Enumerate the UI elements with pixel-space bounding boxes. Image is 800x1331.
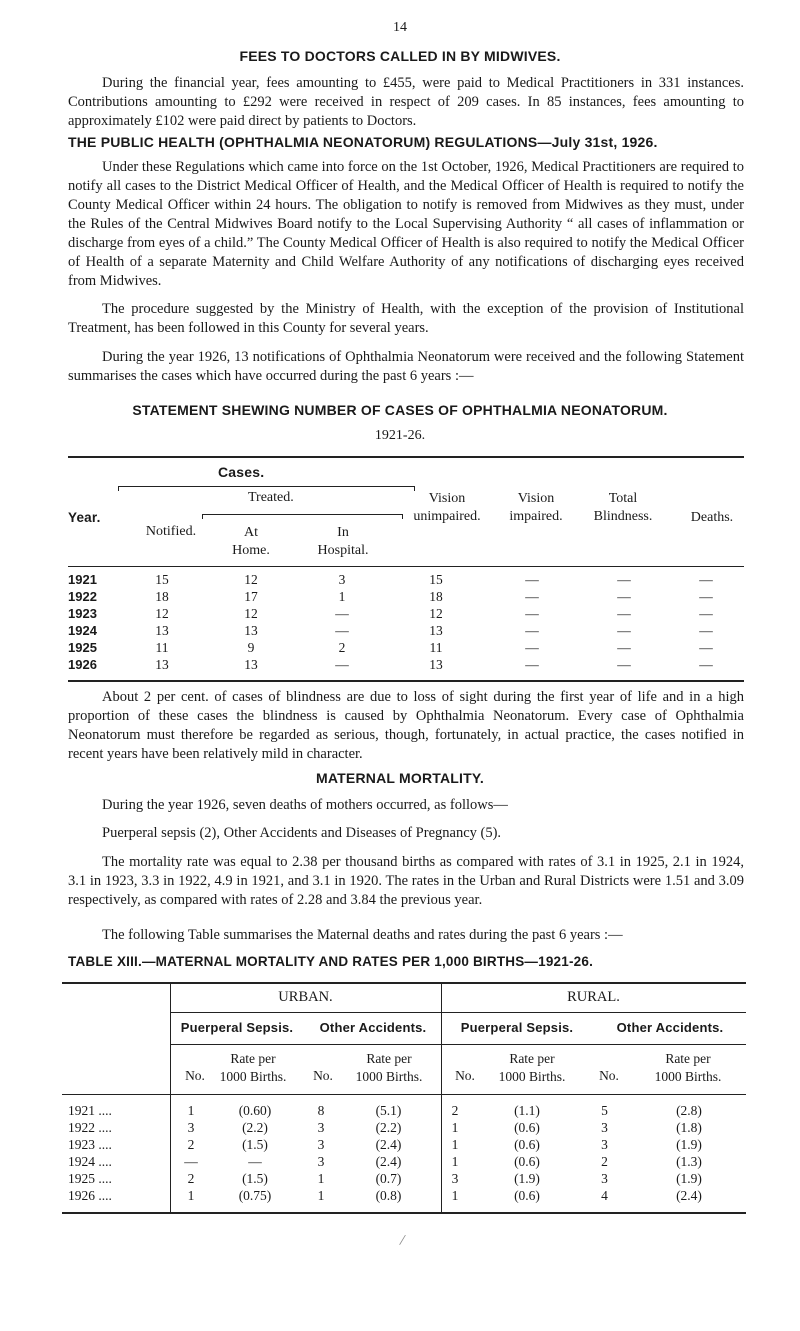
table13-cell-r-ps-rate: (1.1) [514, 1103, 540, 1118]
regulations-heading: THE PUBLIC HEALTH (OPHTHALMIA NEONATORUM) REGULATIONS—July 31st, 1926. [68, 134, 658, 150]
statement-cell-unimpaired: 13 [429, 623, 443, 638]
maternal-paragraph-1: During the year 1926, seven deaths of mothers occurred, as follows— [102, 797, 508, 813]
regulations-paragraph-3: During the year 1926, 13 notifications of Ophthalmia Neonatorum were received and the following Statement summarises the cases which have occurred during the past 6 years :— [68, 349, 744, 384]
table-row [68, 622, 744, 639]
table-row [68, 656, 744, 673]
table13-cell-r-oa-rate: (2.4) [676, 1188, 702, 1203]
statement-deaths-header: Deaths. [690, 510, 734, 525]
table13-cell-r-ps-no: 3 [451, 1171, 459, 1186]
table13-cell-u-oa-rate: (2.4) [375, 1154, 402, 1169]
statement-cell-deaths: — [699, 572, 713, 587]
table13-urban-other-header: Other Accidents. [319, 1020, 427, 1035]
statement-cell-year: 1921 [68, 572, 97, 587]
table13-cell-r-oa-rate: (2.8) [676, 1103, 702, 1118]
statement-cell-notified: 13 [155, 657, 169, 672]
table-row [62, 1136, 746, 1153]
statement-cell-year: 1925 [68, 640, 97, 655]
table13-cell-r-ps-no: 1 [451, 1154, 459, 1169]
table13-cell-r-oa-no: 3 [601, 1171, 608, 1186]
table13-rural-puerperal-header: Puerperal Sepsis. [460, 1020, 574, 1035]
table13-urban-puerperal-header: Puerperal Sepsis. [180, 1020, 294, 1035]
statement-year-header: Year. [68, 510, 101, 525]
table-row [62, 1119, 746, 1136]
table13 [62, 1102, 746, 1204]
table13-no-header: No. [185, 1068, 205, 1083]
statement-cell-unimpaired: 11 [429, 640, 443, 655]
maternal-paragraph-4: The following Table summarises the Maternal deaths and rates during the past 6 years :— [102, 927, 623, 943]
table13-cell-r-ps-no: 1 [451, 1137, 459, 1152]
statement-cell-deaths: — [699, 657, 713, 672]
statement-cell-impaired: — [525, 606, 539, 621]
statement-cell-home: 17 [244, 589, 258, 604]
table13-cell-r-ps-rate: (0.6) [514, 1120, 540, 1135]
statement-cell-notified: 12 [155, 606, 169, 621]
fees-heading: FEES TO DOCTORS CALLED IN BY MIDWIVES. [239, 48, 561, 64]
table13-rural-other-header: Other Accidents. [616, 1020, 724, 1035]
table13-cell-u-ps-no: — [184, 1154, 198, 1169]
table13-cell-u-ps-rate: — [248, 1154, 262, 1169]
table13-cell-year: 1925 .... [68, 1171, 112, 1186]
table13-cell-r-ps-rate: (0.6) [514, 1188, 540, 1203]
table13-cell-r-oa-no: 2 [601, 1154, 608, 1169]
table13-cell-r-ps-rate: (1.9) [514, 1171, 540, 1186]
table13-cell-r-ps-no: 2 [451, 1103, 459, 1118]
stray-mark: / [398, 1231, 407, 1250]
statement-cell-unimpaired: 12 [429, 606, 443, 621]
table13-cell-year: 1923 .... [68, 1137, 112, 1152]
statement-cell-blindness: — [617, 572, 631, 587]
table13-cell-r-oa-no: 3 [601, 1137, 608, 1152]
statement-bottom-rule [68, 680, 744, 682]
statement-cell-deaths: — [699, 606, 713, 621]
statement-cell-home: 12 [244, 572, 258, 587]
statement-cell-unimpaired: 15 [429, 572, 443, 587]
statement-cell-notified: 18 [155, 589, 169, 604]
table13-cell-year: 1922 .... [68, 1120, 112, 1135]
table13-cell-r-oa-rate: (1.9) [676, 1171, 702, 1186]
statement-cell-notified: 15 [155, 572, 169, 587]
statement-cell-blindness: — [617, 606, 631, 621]
table13-cell-u-ps-rate: (0.75) [238, 1188, 272, 1203]
statement-cell-blindness: — [617, 657, 631, 672]
statement-cell-impaired: — [525, 640, 539, 655]
statement-cell-year: 1922 [68, 589, 97, 604]
table13-cell-r-oa-no: 5 [601, 1103, 608, 1118]
table13-rural-header: RURAL. [567, 989, 620, 1005]
statement-cell-hospital: 2 [338, 640, 346, 655]
table13-cell-r-ps-no: 1 [451, 1188, 459, 1203]
table13-cell-u-ps-no: 1 [187, 1188, 195, 1203]
table-row [62, 1102, 746, 1119]
table13-cell-r-ps-rate: (0.6) [514, 1137, 540, 1152]
regulations-paragraph-1: Under these Regulations which came into force on the 1st October, 1926, Medical Practitioners are required to notify all cases to the District Medical Officer of Health, and the Medical Officer of Health is required to notify the County Medical Officer within 24 hours. The obligation to notify is removed from Midwives as they must, under the Rules of the Central Midwives Board notify to the Local Supervising Authority “ all cases of inflammation or discharge from eyes of a child.” The County Medical Officer of Health is also required to notify the Medical Officer of Health of a separate Maternity and Child Welfare Authority of any notifications of discharging eyes received from Midwives. [68, 159, 744, 289]
statement-cell-home: 12 [244, 606, 258, 621]
table-row [68, 639, 744, 656]
statement-cell-hospital: — [335, 623, 349, 638]
table13-cell-u-oa-no: 1 [317, 1171, 325, 1186]
table13-cell-u-oa-no: 8 [317, 1103, 325, 1118]
table13-urban-header: URBAN. [278, 989, 333, 1005]
table-row [62, 1187, 746, 1204]
statement-cell-year: 1923 [68, 606, 97, 621]
table-row [62, 1170, 746, 1187]
table13-cell-r-ps-no: 1 [451, 1120, 459, 1135]
table13-rate-header: Rate per 1000 Births. [219, 1051, 287, 1084]
statement-total-blindness-header: Total Blindness. [593, 491, 653, 524]
table13-rate-header: Rate per 1000 Births. [654, 1051, 722, 1084]
table13-title: TABLE XIII.—MATERNAL MORTALITY AND RATES PER 1,000 BIRTHS—1921-26. [68, 954, 594, 969]
table13-cell-u-ps-no: 2 [187, 1137, 195, 1152]
table13-cell-u-ps-rate: (0.60) [238, 1103, 272, 1118]
statement-subtitle: 1921-26. [374, 428, 426, 443]
statement-cell-hospital: 1 [338, 589, 346, 604]
table13-cell-r-oa-rate: (1.8) [676, 1120, 702, 1135]
statement-cell-blindness: — [617, 589, 631, 604]
table13-cell-u-oa-no: 3 [317, 1154, 325, 1169]
statement-cell-unimpaired: 13 [429, 657, 443, 672]
statement-cell-year: 1926 [68, 657, 97, 672]
statement-notified-header: Notified. [145, 524, 197, 539]
table13-cell-u-ps-no: 1 [187, 1103, 195, 1118]
table13-cell-u-ps-no: 3 [187, 1120, 195, 1135]
statement-cell-deaths: — [699, 640, 713, 655]
statement-cell-impaired: — [525, 657, 539, 672]
table-row [68, 605, 744, 622]
statement-cell-deaths: — [699, 589, 713, 604]
table13-rate-header: Rate per 1000 Births. [498, 1051, 566, 1084]
table13-no-header: No. [313, 1068, 333, 1083]
table13-cell-u-oa-rate: (2.4) [375, 1137, 402, 1152]
statement-cell-deaths: — [699, 623, 713, 638]
table-row [68, 588, 744, 605]
statement-cell-hospital: 3 [338, 572, 346, 587]
statement-cases-header: Cases. [218, 464, 265, 480]
table-row [62, 1153, 746, 1170]
statement-cell-home: 13 [244, 657, 258, 672]
table13-rate-header: Rate per 1000 Births. [355, 1051, 423, 1084]
treated-bracket [202, 514, 402, 515]
statement-cell-impaired: — [525, 589, 539, 604]
table13-cell-u-oa-rate: (0.8) [375, 1188, 402, 1203]
table13-cell-u-ps-no: 2 [187, 1171, 195, 1186]
table13-no-header: No. [599, 1068, 619, 1083]
statement-cell-home: 13 [244, 623, 258, 638]
cases-bracket [118, 486, 414, 487]
table13-cell-u-oa-rate: (5.1) [375, 1103, 402, 1118]
maternal-paragraph-3: The mortality rate was equal to 2.38 per thousand births as compared with rates of 3.1 in 1925, 2.1 in 1924, 3.1 in 1923, 3.3 in 1922, 4.9 in 1921, and 3.1 in 1920. The rates in the Urban and Rural Districts were 1.51 and 3.09 respectively, as compared with rates of 2.28 and 3.84 the previous year. [68, 854, 744, 908]
table13-cell-u-oa-rate: (0.7) [375, 1171, 402, 1186]
table13-cell-r-ps-rate: (0.6) [514, 1154, 540, 1169]
statement-cell-impaired: — [525, 623, 539, 638]
table13-cell-r-oa-no: 3 [601, 1120, 608, 1135]
statement-cell-blindness: — [617, 623, 631, 638]
table13-cell-u-ps-rate: (1.5) [242, 1137, 268, 1152]
table13-no-header: No. [455, 1068, 475, 1083]
table13-cell-r-oa-no: 4 [601, 1188, 608, 1203]
table13-bottom-rule [62, 1212, 746, 1214]
table13-cell-year: 1926 .... [68, 1188, 112, 1203]
statement-in-hospital-header: In Hospital. [317, 525, 369, 558]
page-number: 14 [393, 20, 407, 35]
statement-cell-hospital: — [335, 606, 349, 621]
table13-cell-year: 1921 .... [68, 1103, 112, 1118]
statement-cell-blindness: — [617, 640, 631, 655]
table13-cell-r-oa-rate: (1.3) [676, 1154, 702, 1169]
table13-cell-r-oa-rate: (1.9) [676, 1137, 702, 1152]
regulations-paragraph-2: The procedure suggested by the Ministry of Health, with the exception of the provision of Institutional Treatment, has been followed in this County for several years. [68, 301, 744, 336]
statement-cell-year: 1924 [68, 623, 97, 638]
statement-header-rule [68, 566, 744, 567]
statement-vision-unimpaired-header: Vision unimpaired. [413, 491, 481, 524]
table-row [68, 571, 744, 588]
fees-paragraph: During the financial year, fees amounting to £455, were paid to Medical Practitioners in 331 instances. Contributions amounting to £292 were received in respect of 209 cases. In 85 instances, fees amounting to approximately £102 were paid direct by patients to Doctors. [68, 75, 744, 129]
table13-cell-year: 1924 .... [68, 1154, 112, 1169]
table13-cell-u-oa-no: 1 [317, 1188, 325, 1203]
statement-cell-unimpaired: 18 [429, 589, 443, 604]
table13-cell-u-oa-no: 3 [317, 1137, 325, 1152]
statement-title: STATEMENT SHEWING NUMBER OF CASES OF OPHTHALMIA NEONATORUM. [132, 402, 668, 418]
statement-cell-notified: 13 [155, 623, 169, 638]
statement-table [68, 571, 744, 673]
maternal-paragraph-2: Puerperal sepsis (2), Other Accidents and Diseases of Pregnancy (5). [102, 825, 502, 841]
table13-cell-u-ps-rate: (1.5) [242, 1171, 268, 1186]
table13-top-rule [62, 982, 746, 984]
statement-cell-notified: 11 [155, 640, 169, 655]
statement-at-home-header: At Home. [232, 525, 270, 558]
table13-cell-u-oa-no: 3 [317, 1120, 325, 1135]
statement-vision-impaired-header: Vision impaired. [509, 491, 563, 524]
table13-cell-u-ps-rate: (2.2) [242, 1120, 268, 1135]
statement-treated-header: Treated. [248, 490, 294, 505]
statement-cell-hospital: — [335, 657, 349, 672]
table13-cell-u-oa-rate: (2.2) [375, 1120, 402, 1135]
statement-top-rule [68, 456, 744, 458]
maternal-heading: MATERNAL MORTALITY. [316, 770, 484, 786]
statement-cell-impaired: — [525, 572, 539, 587]
statement-cell-home: 9 [247, 640, 255, 655]
blindness-paragraph: About 2 per cent. of cases of blindness are due to loss of sight during the first year of life and in a high proportion of these cases the blindness is caused by Ophthalmia Neonatorum. Every case of Ophthalmia Neonatorum must therefore be regarded as serious, though, fortunately, in actual practice, the cases notified in recent years have been relatively mild in character. [68, 689, 744, 762]
